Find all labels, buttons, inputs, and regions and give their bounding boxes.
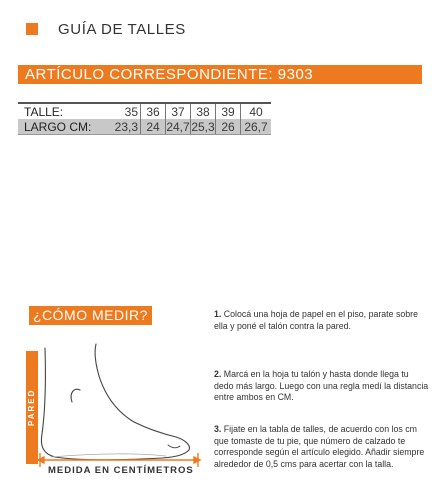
step-1	[214, 309, 429, 332]
article-label: ARTÍCULO CORRESPONDIENTE: 9303	[25, 66, 314, 83]
how-to-title: ¿CÓMO MEDIR?	[33, 307, 148, 323]
step-text: Marcá en la hoja tu talón y hasta donde llega tu dedo más largo. Luego con una regla medí la distancia entre ambos en CM.	[214, 369, 429, 402]
step-text: Fijate en la tabla de talles, de acuerdo con los cm que tomaste de tu pie, que número de calzado te corresponde según el artículo elegido. Añadir siempre alrededor de 0,5 cms para acertar con la talla.	[214, 424, 425, 469]
length-cell: 23,3	[114, 119, 141, 135]
step-number: 2.	[214, 369, 222, 379]
size-row-label: TALLE:	[18, 103, 114, 119]
length-cell: 25,3	[191, 119, 215, 134]
size-cell: 37	[166, 103, 191, 119]
step-2	[214, 369, 429, 404]
measure-label: MEDIDA EN CENTÍMETROS	[48, 465, 194, 476]
length-row-label: LARGO CM:	[18, 119, 114, 135]
step-number: 1.	[214, 309, 222, 319]
length-cell: 26,7	[241, 119, 272, 135]
wall-label: PARED	[27, 388, 36, 427]
step-3	[214, 424, 429, 470]
foot-illustration	[26, 340, 206, 472]
size-cell: 38	[191, 103, 216, 119]
size-cell: 36	[141, 103, 166, 119]
step-number: 3.	[214, 424, 222, 434]
size-cell: 40	[241, 103, 272, 119]
size-table	[18, 102, 271, 135]
header-square	[26, 23, 38, 35]
length-row	[18, 119, 271, 135]
size-cell: 35	[114, 103, 141, 119]
step-text: Colocá una hoja de papel en el piso, parate sobre ella y poné el talón contra la pared.	[214, 309, 418, 331]
length-cell: 26	[216, 119, 241, 135]
length-cell: 24,7	[166, 119, 190, 134]
length-cell: 24	[141, 119, 166, 135]
size-row	[18, 103, 271, 119]
page-title: GUÍA DE TALLES	[58, 21, 186, 38]
size-cell: 39	[216, 103, 241, 119]
